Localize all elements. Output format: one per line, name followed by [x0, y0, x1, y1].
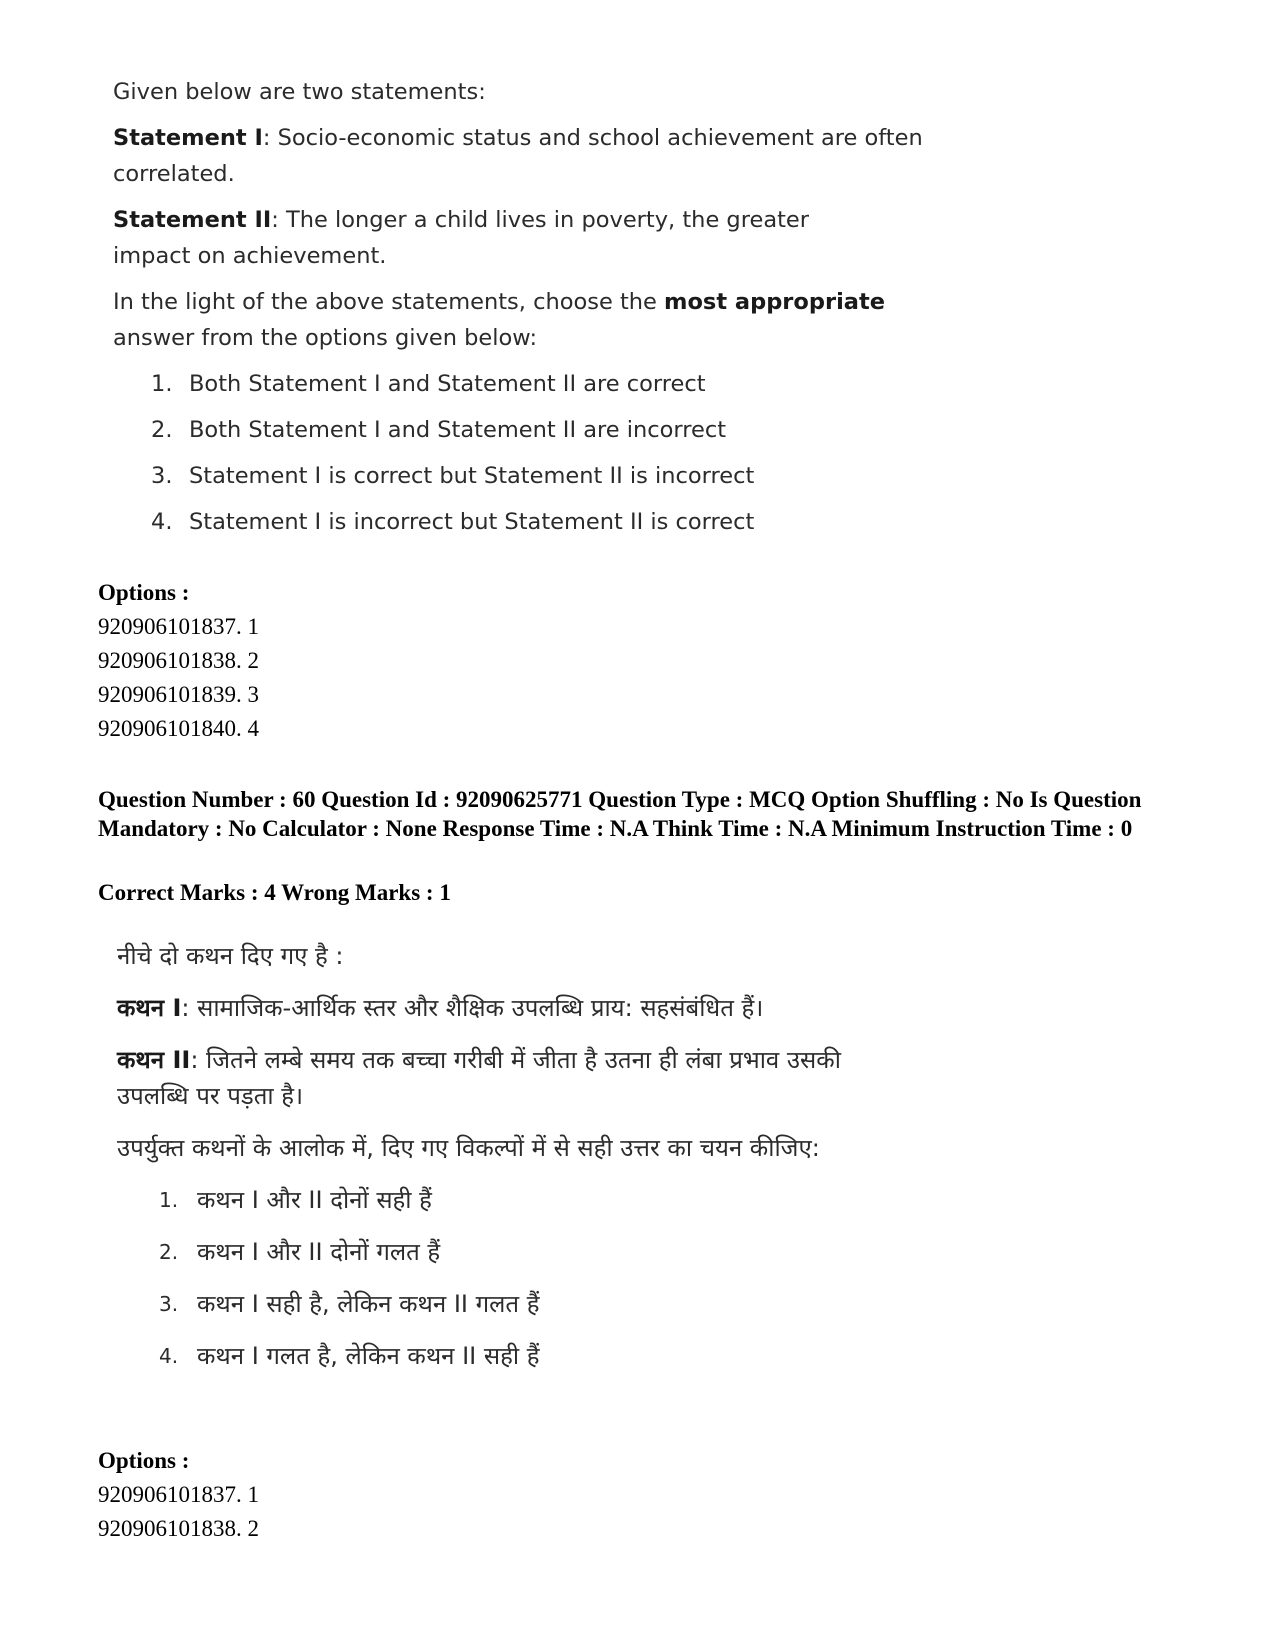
option-id-line: 920906101839. 3 — [98, 682, 259, 707]
question-intro-hindi: नीचे दो कथन दिए गए है : — [117, 942, 344, 970]
statement-1-text: : Socio-economic status and school achievement are often correlated. — [113, 125, 923, 187]
answer-choice: 1. Both Statement I and Statement II are correct — [151, 371, 706, 397]
answer-choice: 1. कथन I और II दोनों सही हैं — [159, 1186, 432, 1214]
question-instruction-hindi: उपर्युक्त कथनों के आलोक में, दिए गए विकल्पों में से सही उत्तर का चयन कीजिए: — [117, 1134, 820, 1162]
statement-2-label-hindi: कथन II — [117, 1046, 191, 1074]
question-metadata — [98, 786, 1198, 843]
answer-choice: 4. कथन I गलत है, लेकिन कथन II सही हैं — [159, 1342, 540, 1370]
statement-1 — [113, 120, 1013, 192]
marks-text: Correct Marks : 4 Wrong Marks : 1 — [98, 880, 451, 905]
question-intro: Given below are two statements: — [113, 79, 486, 105]
question-metadata-text: Question Number : 60 Question Id : 92090625771 Question Type : MCQ Option Shuffling : No Is Question Mandatory : No Calculator : None Response Time : N.A Think Time : N.A Minimum Instruction Time : 0 — [98, 787, 1142, 841]
statement-2-hindi — [117, 1042, 877, 1114]
statement-2-text-hindi: : जितने लम्बे समय तक बच्चा गरीबी में जीता है उतना ही लंबा प्रभाव उसकी उपलब्धि पर पड़ता है। — [117, 1046, 841, 1110]
instruction-emphasis: most appropriate — [664, 289, 885, 315]
statement-2-label: Statement II — [113, 207, 272, 233]
options-heading: Options : — [98, 580, 190, 605]
statement-2-text: : The longer a child lives in poverty, the greater impact on achievement. — [113, 207, 810, 269]
answer-choices — [113, 366, 1013, 550]
options-section — [98, 1444, 259, 1546]
english-question-image — [113, 74, 1013, 550]
statement-1-hindi — [117, 990, 997, 1026]
question-instruction: In the light of the above statements, choose the most appropriate answer from the options given below: — [113, 289, 885, 351]
answer-choice: 3. Statement I is correct but Statement II is incorrect — [151, 463, 755, 489]
statement-2 — [113, 202, 873, 274]
answer-choice: 3. कथन I सही है, लेकिन कथन II गलत हैं — [159, 1290, 540, 1318]
option-id-line: 920906101837. 1 — [98, 1482, 259, 1507]
statement-1-text-hindi: : सामाजिक-आर्थिक स्तर और शैक्षिक उपलब्धि प्राय: सहसंबंधित हैं। — [181, 994, 764, 1022]
option-id-line: 920906101838. 2 — [98, 648, 259, 673]
answer-choice: 4. Statement I is incorrect but Statement II is correct — [151, 509, 755, 535]
hindi-question-image — [117, 938, 997, 1390]
answer-choice: 2. Both Statement I and Statement II are incorrect — [151, 417, 727, 443]
option-id-line: 920906101840. 4 — [98, 716, 259, 741]
answer-choices-hindi — [117, 1182, 997, 1390]
marks-info — [98, 876, 451, 910]
option-id-line: 920906101838. 2 — [98, 1516, 259, 1541]
options-heading: Options : — [98, 1448, 190, 1473]
option-id-line: 920906101837. 1 — [98, 614, 259, 639]
statement-1-label: Statement I — [113, 125, 263, 151]
answer-choice: 2. कथन I और II दोनों गलत हैं — [159, 1238, 441, 1266]
statement-1-label-hindi: कथन I — [117, 994, 182, 1022]
options-section — [98, 576, 259, 746]
